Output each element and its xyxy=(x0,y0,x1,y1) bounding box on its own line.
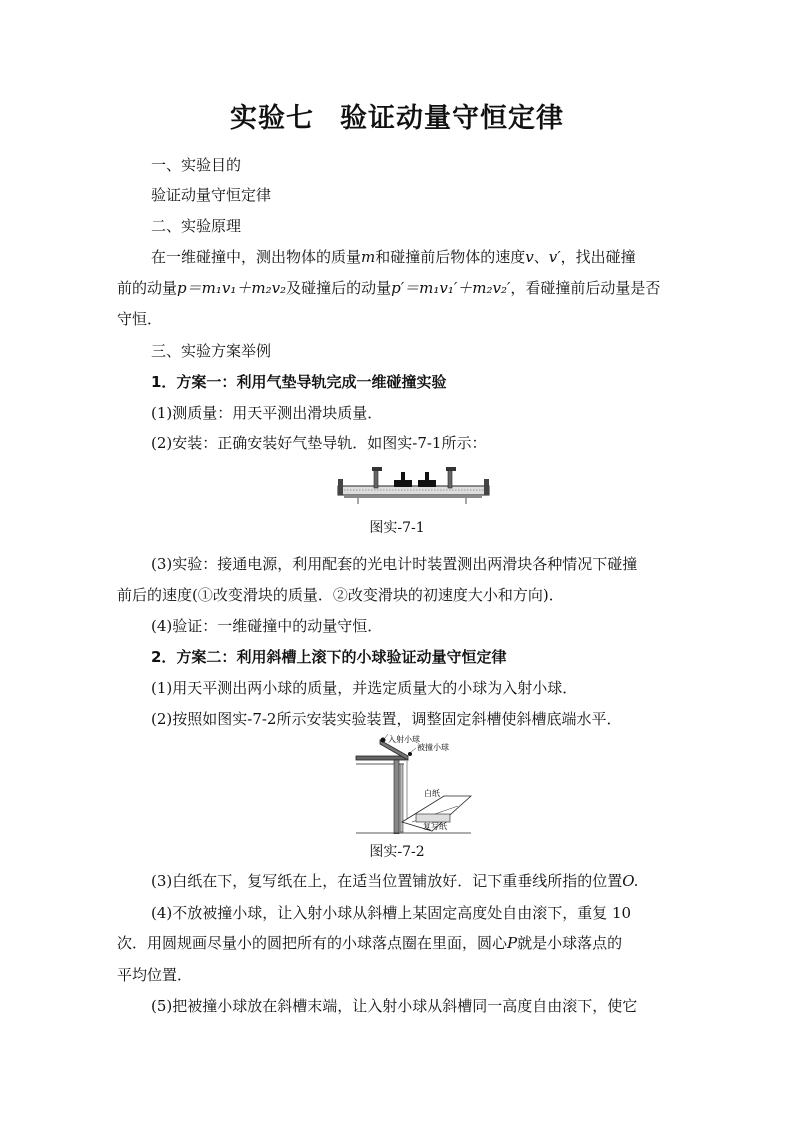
title-part-1: 实验七 xyxy=(230,103,314,134)
plan2-step5: (5)把被撞小球放在斜槽末端，让入射小球从斜槽同一高度自由滚下，使它 xyxy=(151,997,638,1015)
plan2-step4-line1: (4)不放被撞小球，让入射小球从斜槽上某固定高度处自由滚下，重复 10 xyxy=(151,904,632,922)
plan2-step1: (1)用天平测出两小球的质量，并选定质量大的小球为入射小球． xyxy=(151,679,578,697)
inclined-groove-figure xyxy=(354,734,472,834)
label-incident-ball: 入射小球 xyxy=(388,735,420,744)
principle-line-1: 在一维碰撞中，测出物体的质量m和碰撞前后物体的速度v、v′，找出碰撞 xyxy=(151,248,636,266)
air-track-figure xyxy=(336,462,491,510)
purpose-text: 验证动量守恒定律 xyxy=(151,186,272,204)
label-carbon-paper: 复写纸 xyxy=(423,822,447,831)
formula-before: p＝m₁v₁＋m₂v₂ xyxy=(177,279,287,297)
principle-line-2: 前的动量p＝m₁v₁＋m₂v₂及碰撞后的动量p′＝m₁v₁′＋m₂v₂′，看碰撞前后动量是否 xyxy=(117,279,661,297)
plan1-title: 1．方案一：利用气垫导轨完成一维碰撞实验 xyxy=(151,373,447,391)
formula-after: p′＝m₁v₁′＋m₂v₂′ xyxy=(391,279,511,297)
figure-7-1-caption: 图实-7-1 xyxy=(369,520,425,536)
plan2-title: 2．方案二：利用斜槽上滚下的小球验证动量守恒定律 xyxy=(151,648,507,666)
plan2-step4-line2: 次．用圆规画尽量小的圆把所有的小球落点圈在里面，圆心P就是小球落点的 xyxy=(117,934,623,952)
plan1-step1: (1)测质量：用天平测出滑块质量． xyxy=(151,404,383,422)
plan2-step4-line3: 平均位置． xyxy=(117,966,193,984)
label-target-ball: 被撞小球 xyxy=(417,743,449,752)
plan2-step2: (2)按照如图实-7-2所示安装实验装置，调整固定斜槽使斜槽底端水平． xyxy=(151,710,622,728)
section-heading-plans: 三、实验方案举例 xyxy=(151,342,272,360)
plan1-step3-line1: (3)实验：接通电源，利用配套的光电计时装置测出两滑块各种情况下碰撞 xyxy=(151,555,638,573)
page-title xyxy=(0,96,794,135)
label-white-paper: 白纸 xyxy=(424,789,440,798)
principle-line-3: 守恒． xyxy=(117,310,163,328)
plan2-step3: (3)白纸在下，复写纸在上，在适当位置铺放好．记下重垂线所指的位置O. xyxy=(151,872,639,890)
title-part-2: 验证动量守恒定律 xyxy=(340,103,564,134)
plan1-step2: (2)安装：正确安装好气垫导轨．如图实-7-1所示： xyxy=(151,434,487,452)
section-heading-principle: 二、实验原理 xyxy=(151,217,242,235)
plan1-step3-line2: 前后的速度(①改变滑块的质量．②改变滑块的初速度大小和方向)． xyxy=(117,586,564,604)
figure-7-2-caption: 图实-7-2 xyxy=(369,844,425,860)
section-heading-purpose: 一、实验目的 xyxy=(151,156,242,174)
plan1-step4: (4)验证：一维碰撞中的动量守恒． xyxy=(151,617,383,635)
